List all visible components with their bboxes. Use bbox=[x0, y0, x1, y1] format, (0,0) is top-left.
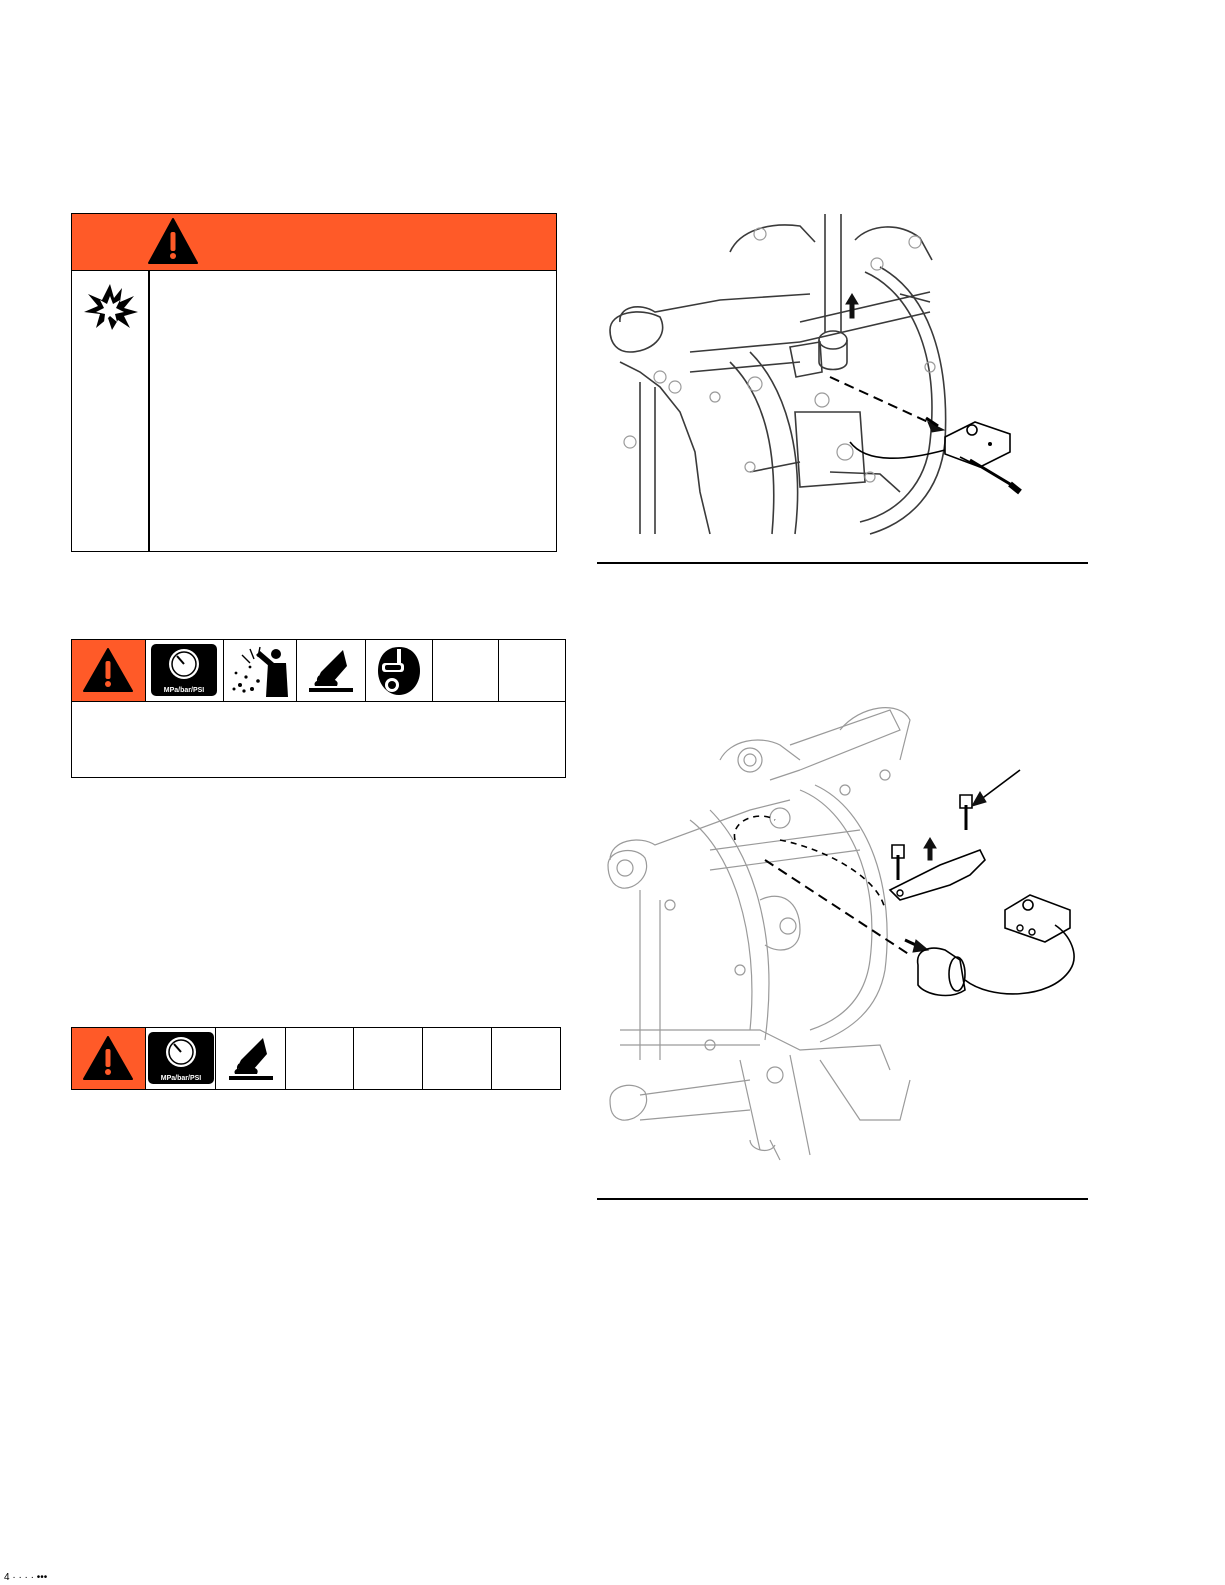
pressure-units-label: MPa/bar/PSI bbox=[163, 687, 205, 694]
pressure-units-label: MPa/bar/PSI bbox=[160, 1075, 202, 1082]
warning-cell bbox=[72, 640, 146, 701]
warning-triangle-icon bbox=[82, 1034, 134, 1082]
empty-symbol-cell bbox=[354, 1028, 423, 1089]
warning-triangle-icon bbox=[147, 216, 199, 266]
hot-surface-icon bbox=[223, 1034, 279, 1084]
warning-box bbox=[71, 213, 557, 552]
hot-surface-cell bbox=[216, 1028, 286, 1089]
hot-surface-cell bbox=[297, 640, 366, 701]
pressure-gauge-icon bbox=[150, 643, 218, 697]
hazard-symbol-panel-2 bbox=[71, 1027, 561, 1090]
empty-symbol-cell bbox=[433, 640, 499, 701]
pressure-gauge-icon bbox=[147, 1031, 215, 1085]
empty-symbol-cell bbox=[286, 1028, 354, 1089]
hazard-symbol-panel-1 bbox=[71, 639, 566, 778]
warning-column-divider bbox=[148, 271, 150, 552]
warning-header bbox=[72, 214, 556, 271]
page-footer: 4 · · · · ••• bbox=[4, 1572, 48, 1583]
warning-cell bbox=[72, 1028, 146, 1089]
protective-equipment-icon bbox=[372, 645, 426, 697]
splash-cell bbox=[224, 640, 297, 701]
hot-surface-icon bbox=[303, 646, 359, 696]
pump-figure-bracket-removal bbox=[600, 700, 1080, 1162]
empty-symbol-cell bbox=[499, 640, 565, 701]
protective-gear-cell bbox=[366, 640, 433, 701]
empty-symbol-cell bbox=[423, 1028, 492, 1089]
pressure-cell bbox=[146, 640, 224, 701]
symbol-row bbox=[72, 640, 565, 702]
pressure-cell bbox=[146, 1028, 216, 1089]
explosion-hazard-icon bbox=[80, 282, 140, 332]
figure-rule bbox=[597, 562, 1088, 564]
splash-injury-icon bbox=[230, 645, 292, 697]
empty-symbol-cell bbox=[492, 1028, 560, 1089]
pump-figure-sensor-removal bbox=[600, 212, 1070, 540]
warning-triangle-icon bbox=[82, 646, 134, 694]
figure-rule bbox=[597, 1198, 1088, 1200]
